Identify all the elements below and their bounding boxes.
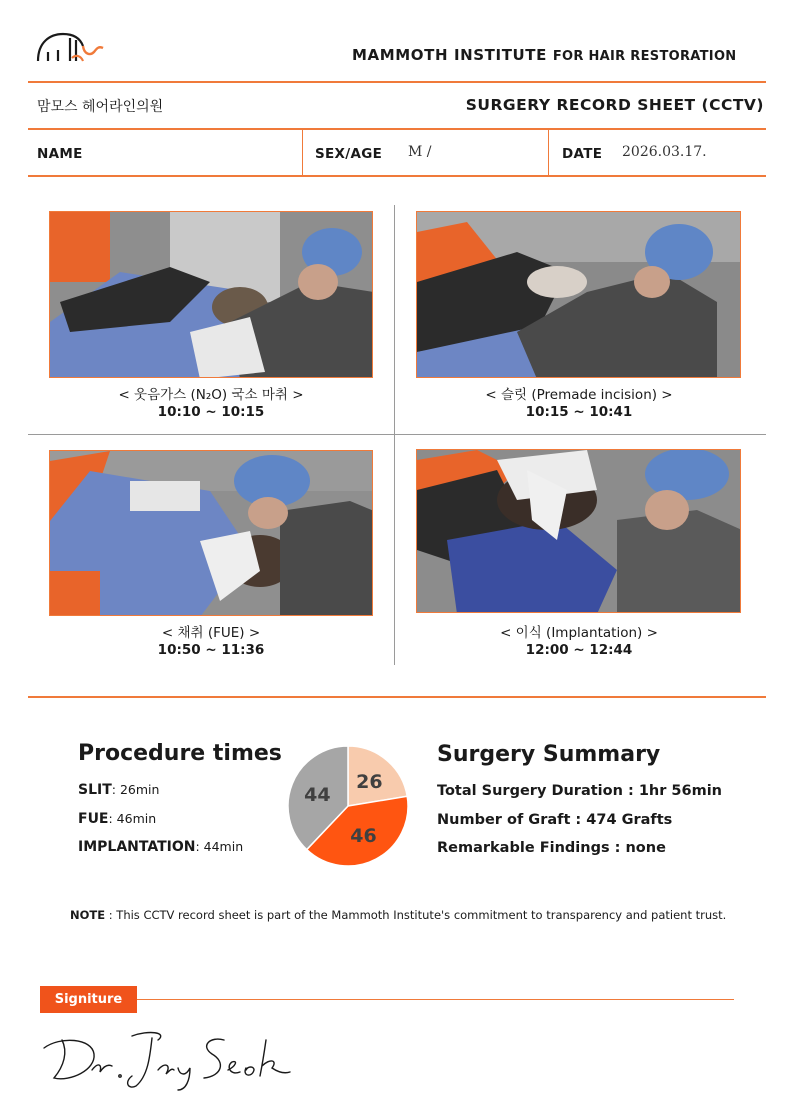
step-time: 10:10 ~ 10:15	[157, 404, 265, 420]
step-time: 10:50 ~ 11:36	[157, 642, 265, 658]
step-time: 10:15 ~ 10:41	[525, 404, 633, 420]
pie-label: 26	[356, 770, 383, 793]
sheet-title: SURGERY RECORD SHEET (CCTV)	[465, 96, 764, 114]
signature-line	[137, 999, 734, 1000]
cctv-photo-anesthesia	[49, 211, 373, 378]
divider	[28, 81, 766, 83]
procedure-value: : 26min	[111, 782, 160, 797]
grid-divider-horizontal	[28, 434, 766, 435]
step-title: < 이식 (Implantation) >	[500, 625, 658, 641]
date-value: 2026.03.17.	[622, 144, 707, 160]
sexage-label: SEX/AGE	[315, 146, 383, 162]
pie-label: 46	[350, 825, 377, 848]
step-caption	[46, 625, 376, 659]
step-caption	[414, 625, 744, 659]
field-separator	[302, 129, 303, 175]
name-label: NAME	[37, 146, 83, 162]
step-caption	[46, 387, 376, 421]
divider	[28, 128, 766, 130]
procedure-title: Procedure times	[78, 741, 282, 766]
procedure-label: FUE	[78, 811, 109, 827]
divider	[28, 175, 766, 177]
step-title: < 채취 (FUE) >	[161, 625, 261, 641]
signature-tag: Signiture	[40, 986, 137, 1013]
note-text: : This CCTV record sheet is part of the Mammoth Institute's commitment to transparency and patient trust.	[105, 908, 727, 922]
divider	[28, 696, 766, 698]
date-label: DATE	[562, 146, 603, 162]
cctv-photo-fue	[49, 450, 373, 616]
mammoth-logo	[36, 28, 106, 64]
step-time: 12:00 ~ 12:44	[525, 642, 633, 658]
procedure-value: : 46min	[108, 811, 157, 826]
procedure-row	[78, 782, 159, 798]
procedure-row	[78, 811, 156, 827]
field-separator	[548, 129, 549, 175]
step-caption	[414, 387, 744, 421]
procedure-row	[78, 839, 243, 855]
cctv-photo-implantation	[416, 449, 741, 613]
note	[70, 908, 726, 922]
procedure-label: IMPLANTATION	[78, 839, 196, 855]
handwritten-signature	[40, 1026, 300, 1092]
sexage-value: M /	[408, 144, 432, 160]
procedure-pie-chart	[286, 744, 410, 868]
summary-row: Remarkable Findings : none	[437, 840, 666, 856]
summary-row: Total Surgery Duration : 1hr 56min	[437, 783, 723, 799]
procedure-value: : 44min	[195, 839, 244, 854]
grid-divider-vertical	[394, 205, 395, 665]
note-label: NOTE	[70, 908, 106, 922]
clinic-korean-name: 맘모스 헤어라인의원	[37, 99, 164, 115]
summary-row: Number of Graft : 474 Grafts	[437, 812, 673, 828]
step-title: < 슬릿 (Premade incision) >	[485, 387, 673, 403]
brand-title: MAMMOTH INSTITUTE FOR HAIR RESTORATION	[352, 46, 737, 64]
summary-title: Surgery Summary	[437, 742, 661, 767]
step-title: < 웃음가스 (N₂O) 국소 마취 >	[118, 387, 304, 403]
procedure-label: SLIT	[78, 782, 112, 798]
pie-label: 44	[304, 783, 331, 806]
cctv-photo-slit	[416, 211, 741, 378]
